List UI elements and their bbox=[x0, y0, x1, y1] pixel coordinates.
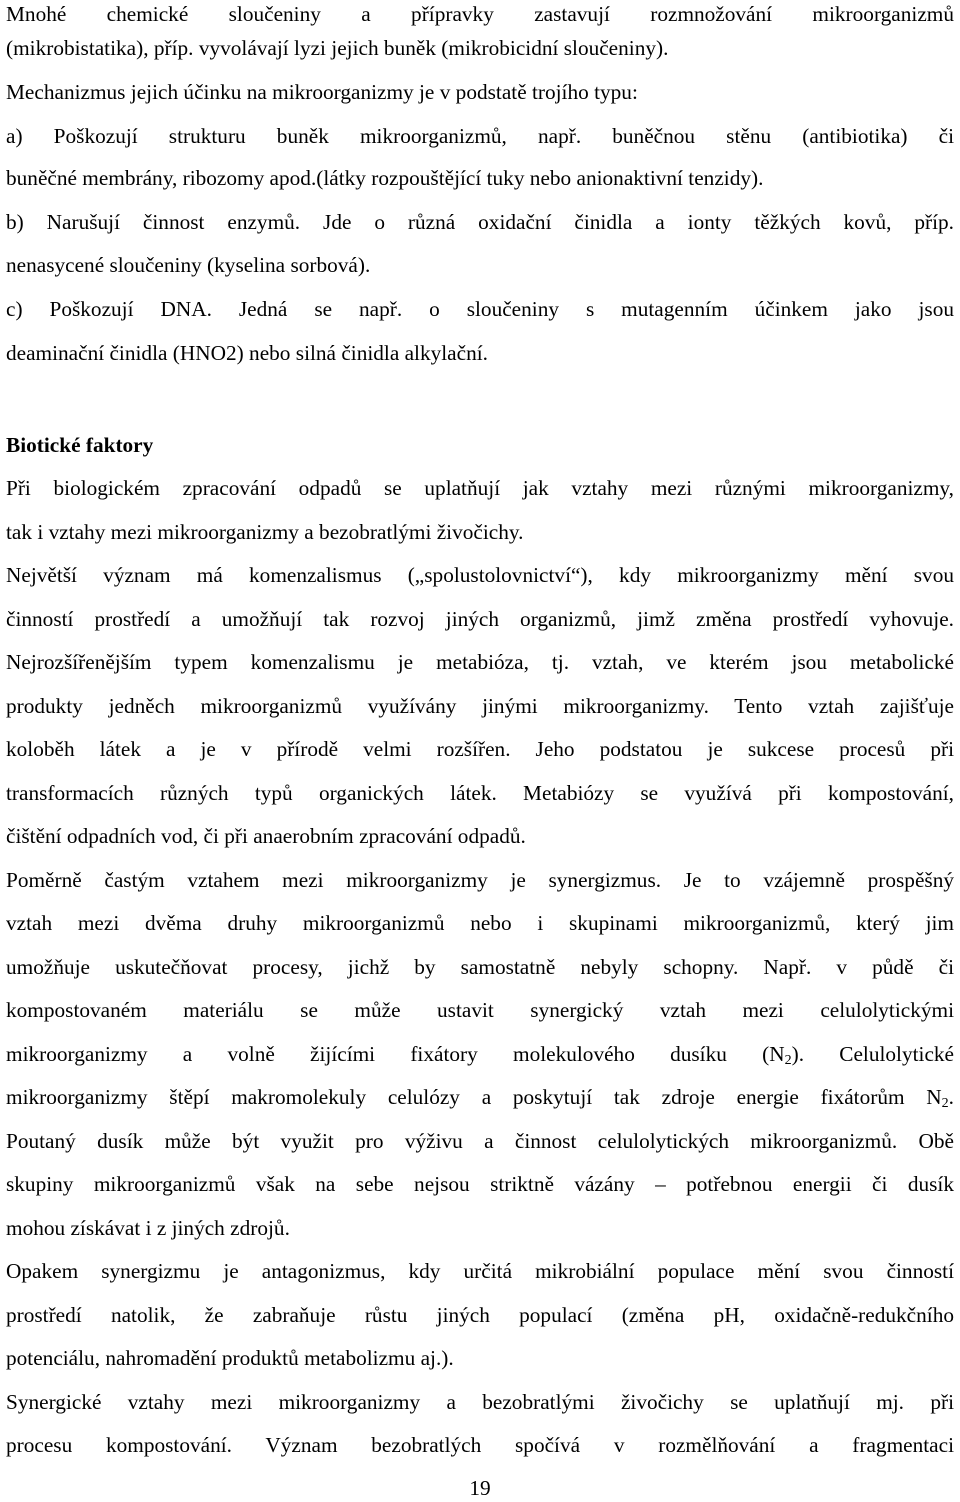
text-line: Mnohé chemické sloučeniny a přípravky zastavují rozmnožování mikroorganizmů bbox=[6, 2, 954, 26]
text-run: ). Celulolytické bbox=[791, 1042, 955, 1066]
text-line: Mechanizmus jejich účinku na mikroorganizmy je v podstatě trojího typu: bbox=[6, 80, 638, 104]
text-line: nenasycené sloučeniny (kyselina sorbová). bbox=[6, 253, 371, 277]
text-run: . bbox=[948, 1085, 954, 1109]
text-line: potenciálu, nahromadění produktů metabolizmu aj.). bbox=[6, 1346, 454, 1370]
text-line: Největší význam má komenzalismus („spolustolovnictví“), kdy mikroorganizmy mění svou bbox=[6, 563, 954, 587]
text-line: koloběh látek a je v přírodě velmi rozšířen. Jeho podstatou je sukcese procesů při bbox=[6, 737, 954, 761]
text-line: Při biologickém zpracování odpadů se uplatňují jak vztahy mezi různými mikroorganizmy, bbox=[6, 476, 954, 500]
text-line: procesu kompostování. Význam bezobratlých spočívá v rozmělňování a fragmentaci bbox=[6, 1433, 954, 1457]
text-run: mikroorganizmy a volně žijícími fixátory molekulového dusíku (N bbox=[6, 1042, 785, 1066]
text-line bbox=[6, 1083, 954, 1118]
text-line: čištění odpadních vod, či při anaerobním zpracování odpadů. bbox=[6, 824, 526, 848]
text-line: kompostovaném materiálu se může ustavit synergický vztah mezi celulolytickými bbox=[6, 998, 954, 1022]
text-line: produkty jedněch mikroorganizmů využívány jinými mikroorganizmy. Tento vztah zajišťuje bbox=[6, 694, 954, 718]
list-item-c: c) Poškozují DNA. Jedná se např. o sloučeniny s mutagenním účinkem jako jsou bbox=[6, 297, 954, 321]
text-line: Poměrně častým vztahem mezi mikroorganizmy je synergizmus. Je to vzájemně prospěšný bbox=[6, 868, 954, 892]
text-line: (mikrobistatika), příp. vyvolávají lyzi jejich buněk (mikrobicidní sloučeniny). bbox=[6, 36, 669, 60]
text-line: transformacích různých typů organických látek. Metabiózy se využívá při kompostování, bbox=[6, 781, 954, 805]
text-line: vztah mezi dvěma druhy mikroorganizmů nebo i skupinami mikroorganizmů, který jim bbox=[6, 911, 954, 935]
text-line: deaminační činidla (HNO2) nebo silná činidla alkylační. bbox=[6, 341, 488, 365]
subscript: 2 bbox=[941, 1096, 949, 1111]
page-number: 19 bbox=[469, 1476, 491, 1500]
section-heading: Biotické faktory bbox=[6, 433, 154, 457]
text-line: umožňuje uskutečňovat procesy, jichž by samostatně nebyly schopny. Např. v půdě či bbox=[6, 955, 954, 979]
text-line: mohou získávat i z jiných zdrojů. bbox=[6, 1216, 290, 1240]
text-line: buněčné membrány, ribozomy apod.(látky rozpouštějící tuky nebo anionaktivní tenzidy). bbox=[6, 166, 764, 190]
text-run: mikroorganizmy štěpí makromolekuly celulózy a poskytují tak zdroje energie fixátorům N bbox=[6, 1085, 942, 1109]
text-line: činností prostředí a umožňují tak rozvoj jiných organizmů, jimž změna prostředí vyhovuje. bbox=[6, 607, 954, 631]
text-line bbox=[6, 1040, 954, 1075]
list-item-b: b) Narušují činnost enzymů. Jde o různá oxidační činidla a ionty těžkých kovů, příp. bbox=[6, 210, 954, 234]
text-line: Poutaný dusík může být využit pro výživu a činnost celulolytických mikroorganizmů. Obě bbox=[6, 1129, 954, 1153]
list-item-a: a) Poškozují strukturu buněk mikroorganizmů, např. buněčnou stěnu (antibiotika) či bbox=[6, 124, 954, 148]
text-line: Synergické vztahy mezi mikroorganizmy a bezobratlými živočichy se uplatňují mj. při bbox=[6, 1390, 954, 1414]
text-line: skupiny mikroorganizmů však na sebe nejsou striktně vázány – potřebnou energii či dusík bbox=[6, 1172, 954, 1196]
text-line: Nejrozšířenějším typem komenzalismu je metabióza, tj. vztah, ve kterém jsou metabolické bbox=[6, 650, 954, 674]
subscript: 2 bbox=[784, 1053, 792, 1068]
text-line: tak i vztahy mezi mikroorganizmy a bezobratlými živočichy. bbox=[6, 520, 524, 544]
text-line: Opakem synergizmu je antagonizmus, kdy určitá mikrobiální populace mění svou činností bbox=[6, 1259, 954, 1283]
text-line: prostředí natolik, že zabraňuje růstu jiných populací (změna pH, oxidačně-redukčního bbox=[6, 1303, 954, 1327]
